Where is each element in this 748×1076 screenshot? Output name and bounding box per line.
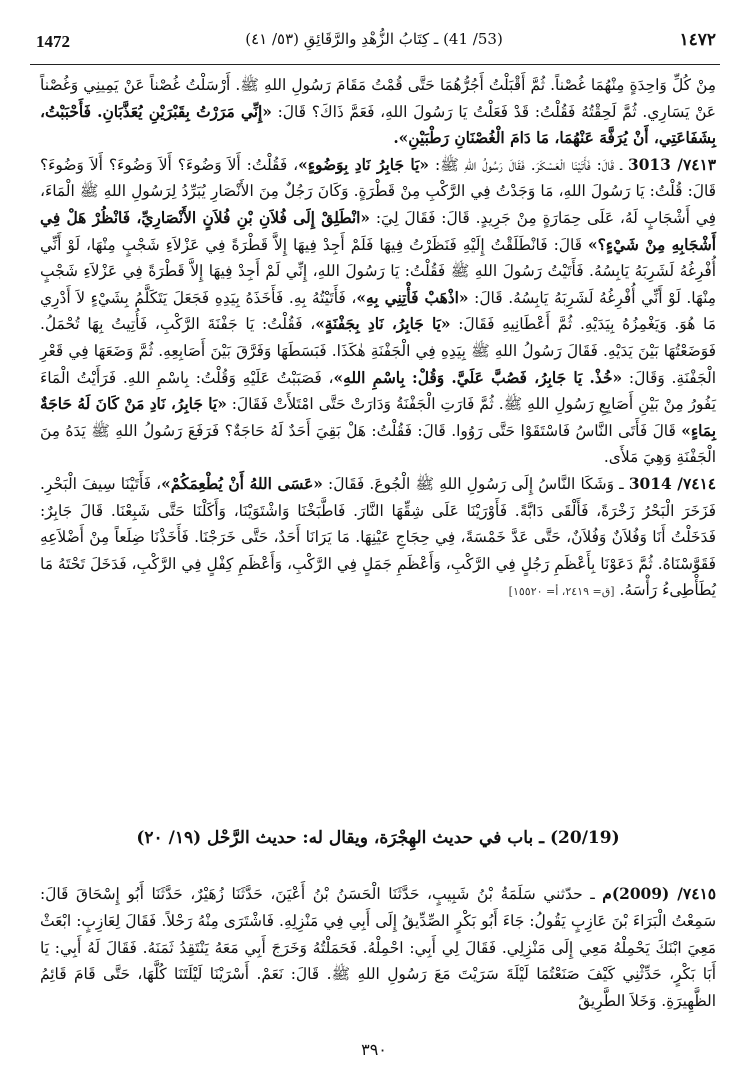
hadith-quote: «عَسَى اللهُ أَنْ يُطْعِمَكُمْ» (161, 474, 323, 493)
main-text (40, 72, 716, 606)
hadith-quote: «إِنِّي مَرَرْتُ بِقَبْرَيْنِ يُعَذَّبَانِ. فَأَحْبَبْتُ، بِشَفَاعَتِي، أَنْ يُرَفَّهَ عَنْهُمَا، مَا دَامَ الْغُصْنَانِ رَطْبَيْنِ». (40, 102, 716, 148)
hadith-number: ٧٤١٥/ (2009)م (602, 885, 716, 904)
hadith-quote: «يَا جَابِرُ، نَادِ مَنْ كَانَ لَهُ حَاجَةٌ بِمَاءٍ» (40, 395, 716, 440)
hadith-7414: ٧٤١٤/ 3014 ـ وَشَكَا النَّاسُ إِلَى رَسُولِ اللهِ ﷺ الْجُوعَ. فَقَالَ: «عَسَى اللهُ أَنْ يُطْعِمَكُمْ»، فَأَتَيْنَا سِيفَ الْبَحْرِ. فَزَخَرَ الْبَحْرُ زَخْرَةً، فَأَلْقَى دَابَّةً. فَأَوْرَيْنَا عَلَى شِقِّهَا النَّارَ. فَاطَّبَخْنَا وَاشْتَوَيْنَا، وَأَكَلْنَا حَتَّى شَبِعْنَا. قَالَ جَابِرٌ: فَدَخَلْتُ أَنَا وَفُلاَنٌ وَفُلاَنٌ، حَتَّى عَدَّ خَمْسَةً، فِي حِجَاجِ عَيْنِهَا. مَا يَرَانَا أَحَدٌ، حَتَّى خَرَجْنَا. فَأَخَذْنَا ضِلَعاً مِنْ أَضْلاَعِهِ فَقَوَّسْنَاهُ. ثُمَّ دَعَوْنَا بِأَعْظَمِ رَجُلٍ فِي الرَّكْبِ، وَأَعْظَمِ جَمَلٍ فِي الرَّكْبِ، وَأَعْظَمِ كِفْلٍ فِي الرَّكْبِ، فَدَخَلَ تَحْتَهُ مَا يُطَأْطِىءُ رَأْسَهُ. [ق= ٢٤١٩، أ= ١٥٥٢٠] (40, 474, 717, 600)
running-title: (53/ 41) ـ كِتَابُ الزُّهْدِ والرَّقَائِقِ (٥٣/ ٤١) (245, 30, 503, 48)
hadith-quote: «يَا جَابِرُ، نَادِ بِجَفْنَةٍ» (315, 315, 451, 334)
hadith-quote: «انْطَلِقْ إِلَى فُلاَنِ بْنِ فُلاَنٍ الأَنْصَارِيِّ، فَانْظُرْ هَلْ فِي أَشْجَابِهِ مِنْ شَيْءٍ؟» (40, 208, 716, 254)
hadith-number: ٧٤١٣/ 3013 (628, 155, 717, 174)
chapter-heading: (20/19) ـ باب في حديث الهِجْرَة، ويقال له: حديث الرَّحْل (١٩/ ٢٠) (136, 828, 620, 848)
hadith-quote: «خُذْ. يَا جَابِرُ، فَصُبَّ عَلَيَّ. وَقُلْ: بِاسْمِ اللهِ» (333, 368, 623, 387)
header-rule (30, 64, 720, 65)
hadith-7413: ٧٤١٣/ 3013 ـ قَالَ: فَأَتَيْنَا الْعَسْكَرَ. فَقَالَ رَسُولُ اللهِ ﷺ: «يَا جَابِرُ نَادِ بِوَضُوءٍ»، فَقُلْتُ: أَلاَ وَضُوءَ؟ أَلاَ وَضُوءَ؟ أَلاَ وَضُوءَ؟ قَالَ: قُلْتُ: يَا رَسُولَ اللهِ، مَا وَجَدْتُ فِي الرَّكْبِ مِنْ قَطْرَةٍ. وَكَانَ رَجُلٌ مِنَ الأَنْصَارِ يُبَرِّدُ لِرَسُولِ اللهِ ﷺ الْمَاءَ، فِي أَشْجَابٍ لَهُ، عَلَى حِمَارَةٍ مِنْ جَرِيدٍ. قَالَ: فَقَالَ لِيَ: «انْطَلِقْ إِلَى فُلاَنِ بْنِ فُلاَنٍ الأَنْصَارِيِّ، فَانْظُرْ هَلْ فِي أَشْجَابِهِ مِنْ شَيْءٍ؟» قَالَ: فَانْطَلَقْتُ إِلَيْهِ فَنَظَرْتُ فِيهَا فَلَمْ أَجِدْ فِيهَا إِلاَّ قَطْرَةً فِي عَزْلاَءِ شَجْبٍ مِنْهَا، لَوْ أَنِّي أُفْرِغُهُ لَشَرِبَهُ يَابِسُهُ. فَأَتَيْتُ رَسُولَ اللهِ ﷺ فَقُلْتُ: يَا رَسُولَ اللهِ، إِنِّي لَمْ أَجِدْ فِيهَا إِلاَّ قَطْرَةً فِي عَزْلاَءِ شَجْبٍ مِنْهَا. لَوْ أَنِّي أُفْرِغُهُ لَشَرِبَهُ يَابِسُهُ. قَالَ: «اذْهَبْ فَأْتِنِي بِهِ»، فَأَتَيْتُهُ بِهِ. فَأَخَذَهُ بِيَدِهِ فَجَعَلَ يَتَكَلَّمُ بِشَيْءٍ لاَ أَدْرِي مَا هُوَ. وَيَغْمِزُهُ بِيَدَيْهِ. ثُمَّ أَعْطَانِيهِ فَقَالَ: «يَا جَابِرُ، نَادِ بِجَفْنَةٍ»، فَقُلْتُ: يَا جَفْنَةَ الرَّكْبِ، فَأُتِيتُ بِهَا تُحْمَلُ. فَوَضَعْتُهَا بَيْنَ يَدَيْهِ. فَقَالَ رَسُولُ اللهِ ﷺ بِيَدِهِ فِي الْجَفْنَةِ هٰكَذَا. فَبَسَطَهَا وَفَرَّقَ بَيْنَ أَصَابِعِهِ. ثُمَّ وَضَعَهَا فِي قَعْرِ الْجَفْنَةِ. وَقَالَ: «خُذْ. يَا جَابِرُ، فَصُبَّ عَلَيَّ. وَقُلْ: بِاسْمِ اللهِ»، فَصَبَبْتُ عَلَيْهِ وَقُلْتُ: بِاسْمِ اللهِ. فَرَأَيْتُ الْمَاءَ يَفُورُ مِنْ بَيْنِ أَصَابِعِ رَسُولِ اللهِ ﷺ. ثُمَّ فَارَتِ الْجَفْنَةُ وَدَارَتْ حَتَّى امْتَلأَتْ فَقَالَ: «يَا جَابِرُ، نَادِ مَنْ كَانَ لَهُ حَاجَةٌ بِمَاءٍ» قَالَ فَأَتَى النَّاسُ فَاسْتَقَوْا حَتَّى رَوُوا. قَالَ: فَقُلْتُ: هَلْ بَقِيَ أَحَدٌ لَهُ حَاجَةٌ؟ فَرَفَعَ رَسُولُ اللهِ ﷺ يَدَهُ مِنَ الْجَفْنَةِ وَهِيَ مَلأَى. (40, 155, 717, 467)
hadith-quote: «يَا جَابِرُ نَادِ بِوَضُوءٍ» (298, 155, 430, 174)
page-number-latin: 1472 (36, 32, 70, 51)
hadith-number: ٧٤١٤/ 3014 (628, 474, 717, 493)
paragraph-continuation: مِنْ كُلِّ وَاحِدَةٍ مِنْهُمَا غُصْناً. ثُمَّ أَقْبَلْتُ أَجُرُّهُمَا حَتَّى قُمْتُ مَقَامَ رَسُولِ اللهِ ﷺ. أَرْسَلْتُ غُصْناً عَنْ يَمِينِي وَغُصْناً عَنْ يَسَارِي. ثُمَّ لَحِقْتُهُ فَقُلْتُ: قَدْ فَعَلْتُ يَا رَسُولَ اللهِ، فَعَمَّ ذَاكَ؟ قَالَ: «إِنِّي مَرَرْتُ بِقَبْرَيْنِ يُعَذَّبَانِ. فَأَحْبَبْتُ، بِشَفَاعَتِي، أَنْ يُرَفَّهَ عَنْهُمَا، مَا دَامَ الْغُصْنَانِ رَطْبَيْنِ». (40, 76, 716, 148)
main-text-2 (40, 866, 716, 1030)
page-header (26, 26, 722, 62)
page-number-arabic: ١٤٧٢ (679, 30, 716, 50)
page-footer-number: ٣٩٠ (361, 1040, 387, 1059)
reference-note: [ق= ٢٤١٩، أ= ١٥٥٢٠] (508, 585, 615, 599)
hadith-quote: «اذْهَبْ فَأْتِنِي بِهِ» (356, 288, 469, 307)
hadith-7415: ٧٤١٥/ (2009)م ـ حدّثني سَلَمَةُ بْنُ شَبِيبٍ، حَدَّثَنَا الْحَسَنُ بْنُ أَعْيَنَ، حَدَّثَنَا زُهَيْرٌ، حَدَّثَنَا أَبُو إِسْحَاقَ قَالَ: سَمِعْتُ الْبَرَاءَ بْنَ عَازِبٍ يَقُولُ: جَاءَ أَبُو بَكْرٍ الصِّدِّيقُ إِلَى أَبِي فِي مَنْزِلِهِ. فَاشْتَرَى مِنْهُ رَحْلاً. فَقَالَ لِعَازِبٍ: ابْعَثْ مَعِيَ ابْنَكَ يَحْمِلْهُ مَعِي إِلَى مَنْزِلِي. فَقَالَ لِي أَبِي: احْمِلْهُ. فَحَمَلْتُهُ وَخَرَجَ أَبِي مَعَهُ يَنْتَقِدُ ثَمَنَهُ. فَقَالَ لَهُ أَبِي: يَا أَبَا بَكْرٍ، حَدِّثْنِي كَيْفَ صَنَعْتُمَا لَيْلَةَ سَرَيْتَ مَعَ رَسُولِ اللهِ ﷺ. قَالَ: نَعَمْ. أَسْرَيْنَا لَيْلَتَنَا كُلَّهَا، حَتَّى قَامَ قَائِمُ الظَّهِيرَةِ. وَخَلاَ الطَّرِيقُ (40, 885, 716, 1010)
